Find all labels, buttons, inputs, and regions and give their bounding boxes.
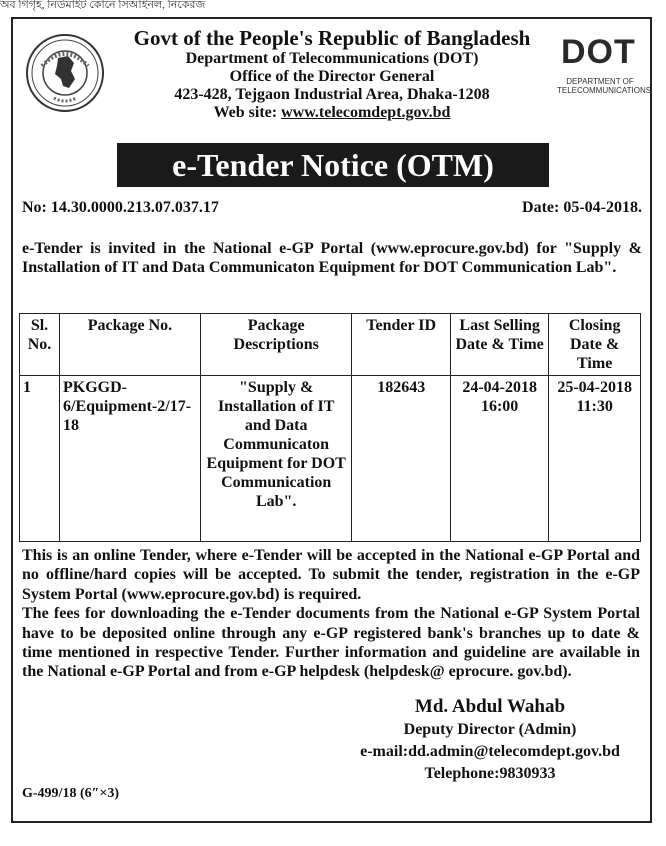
dot-logo-caption: [557, 77, 652, 95]
website-label: Web site:: [213, 104, 282, 121]
header-package-no: Package No.: [60, 314, 201, 376]
cell-closing: 25-04-2018 11:30: [549, 376, 641, 542]
instructions-paragraph-2: The fees for downloading the e-Tender documents from the National e-GP System Portal have to be deposited online through any e-GP registered bank's branches up to date & time mentioned in respective Tender. Further information and guideline are available in the National e-GP Portal and from e-GP helpdesk (helpdesk@ eprocure. gov.bd).: [22, 605, 640, 681]
government-seal-icon: [26, 34, 104, 112]
cell-description: "Supply & Installation of IT and Data Communicaton Equipment for DOT Communication Lab".: [200, 376, 351, 542]
dot-caption-line1: DEPARTMENT OF: [566, 77, 634, 86]
dot-logo-letters: DOT: [561, 33, 636, 71]
website-link[interactable]: www.telecomdept.gov.bd: [281, 104, 451, 121]
reference-number: No: 14.30.0000.213.07.037.17: [22, 199, 219, 216]
govt-name: Govt of the People's Republic of Bangladesh: [133, 26, 531, 50]
intro-paragraph: e-Tender is invited in the National e-GP Portal (www.eprocure.gov.bd) for "Supply & Installation of IT and Data Communicaton Equipment for DOT Communication Lab".: [22, 240, 642, 276]
website-line: [112, 104, 552, 122]
cell-tender-id: 182643: [352, 376, 451, 542]
table-row: [20, 376, 641, 542]
instructions-paragraph-1: This is an online Tender, where e-Tender will be accepted in the National e-GP Portal and no offline/hard copies will be accepted. To submit the tender, registration in the e-GP System Portal (www.eprocure.gov.bd) is required.: [22, 547, 640, 603]
cell-sl: 1: [20, 376, 60, 542]
notice-title: e-Tender Notice (OTM): [117, 143, 549, 187]
ad-code: G-499/18 (6″×3): [22, 786, 119, 801]
signature-block: [330, 695, 650, 785]
signatory-designation: Deputy Director (Admin): [403, 721, 577, 738]
notice-date: Date: 05-04-2018.: [522, 199, 642, 216]
dot-logo: [557, 33, 652, 103]
department-name: Department of Telecommunications (DOT): [185, 50, 479, 67]
signatory-name: Md. Abdul Wahab: [414, 696, 566, 717]
instructions: [22, 546, 640, 682]
header-last-selling: Last Selling Date & Time: [450, 314, 548, 376]
tender-table: [19, 313, 641, 542]
office-name: Office of the Director General: [229, 68, 435, 85]
header-tender-id: Tender ID: [352, 314, 451, 376]
header-sl: Sl. No.: [20, 314, 60, 376]
table-header-row: [20, 314, 641, 376]
signatory-telephone: Telephone:9830933: [424, 765, 556, 782]
header-closing: Closing Date & Time: [549, 314, 641, 376]
address: 423-428, Tejgaon Industrial Area, Dhaka-1208: [174, 86, 490, 103]
letterhead: [112, 26, 552, 122]
cell-package-no: PKGGD-6/Equipment-2/17-18: [60, 376, 201, 542]
dot-caption-line2: TELECOMMUNICATIONS: [557, 86, 652, 95]
header-descriptions: Package Descriptions: [200, 314, 351, 376]
signatory-email: e-mail:dd.admin@telecomdept.gov.bd: [360, 743, 620, 760]
cell-last-selling: 24-04-2018 16:00: [450, 376, 548, 542]
clipped-top-text: অব গিগৃহ, নিউমাইট কোনে সিআইনল, নিকেরজ: [0, 0, 206, 11]
